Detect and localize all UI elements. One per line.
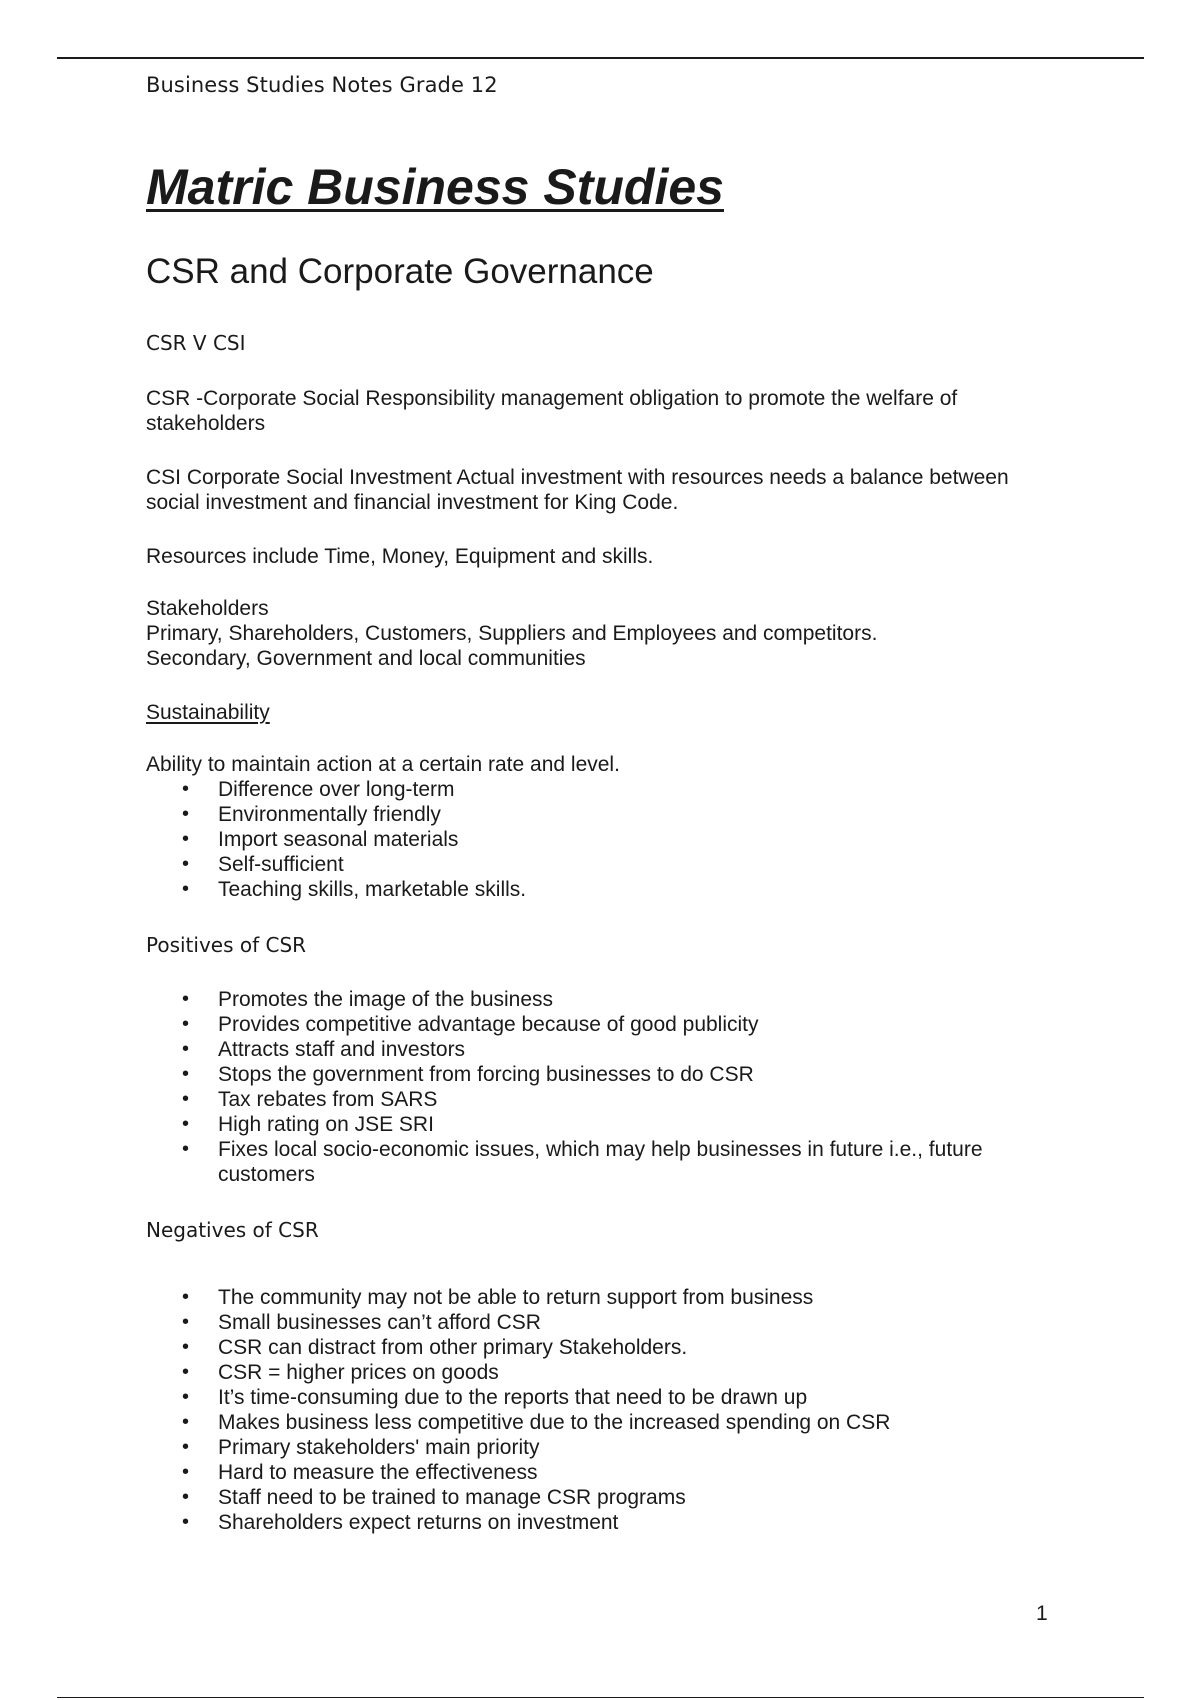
sustainability-definition: Ability to maintain action at a certain rate and level. [146, 753, 620, 776]
list-item: • Import seasonal materials [146, 827, 1046, 852]
list-item: • Teaching skills, marketable skills. [146, 877, 1046, 902]
footer-rule [57, 1697, 1144, 1698]
list-item: • Makes business less competitive due to the increased spending on CSR [146, 1410, 1046, 1435]
list-item: • Tax rebates from SARS [146, 1087, 1046, 1112]
page-content [146, 68, 1046, 1535]
positives-list [146, 987, 1046, 1187]
list-item: • Environmentally friendly [146, 802, 1046, 827]
list-item: • Difference over long-term [146, 777, 1046, 802]
list-item: • Hard to measure the effectiveness [146, 1460, 1046, 1485]
resources-text: Resources include Time, Money, Equipment and skills. [146, 545, 654, 568]
running-header: Business Studies Notes Grade 12 [146, 73, 498, 97]
list-item: • High rating on JSE SRI [146, 1112, 1046, 1137]
list-item: • Attracts staff and investors [146, 1037, 1046, 1062]
list-item: • The community may not be able to return support from business [146, 1285, 1046, 1310]
sustainability-list [146, 777, 1046, 902]
csi-definition: CSI Corporate Social Investment Actual investment with resources needs a balance between social investment and financial investment for King Code. [146, 466, 1009, 514]
list-item: • Primary stakeholders' main priority [146, 1435, 1046, 1460]
list-item: • Self-sufficient [146, 852, 1046, 877]
positives-heading: Positives of CSR [146, 933, 307, 957]
list-item: • Staff need to be trained to manage CSR programs [146, 1485, 1046, 1510]
list-item: • Promotes the image of the business [146, 987, 1046, 1012]
negatives-list [146, 1285, 1046, 1535]
csr-definition: CSR -Corporate Social Responsibility management obligation to promote the welfare of stakeholders [146, 387, 958, 435]
list-item: • Stops the government from forcing businesses to do CSR [146, 1062, 1046, 1087]
list-item: • CSR = higher prices on goods [146, 1360, 1046, 1385]
stakeholders-primary: Primary, Shareholders, Customers, Suppliers and Employees and competitors. [146, 622, 878, 645]
list-item: • Shareholders expect returns on investment [146, 1510, 1046, 1535]
header-rule [57, 57, 1144, 59]
page-number: 1 [1036, 1602, 1048, 1625]
list-item: • Small businesses can’t afford CSR [146, 1310, 1046, 1335]
sustainability-heading: Sustainability [146, 701, 270, 724]
stakeholders-heading: Stakeholders [146, 597, 269, 620]
negatives-heading: Negatives of CSR [146, 1218, 319, 1242]
list-item: • It’s time-consuming due to the reports that need to be drawn up [146, 1385, 1046, 1410]
list-item: • CSR can distract from other primary Stakeholders. [146, 1335, 1046, 1360]
section-subtitle: CSR and Corporate Governance [146, 252, 654, 291]
document-title: Matric Business Studies [146, 159, 724, 215]
stakeholders-secondary: Secondary, Government and local communities [146, 647, 586, 670]
csr-v-csi-heading: CSR V CSI [146, 331, 246, 355]
list-item: • Provides competitive advantage because of good publicity [146, 1012, 1046, 1037]
list-item: • Fixes local socio-economic issues, which may help businesses in future i.e., future customers [146, 1137, 1046, 1187]
